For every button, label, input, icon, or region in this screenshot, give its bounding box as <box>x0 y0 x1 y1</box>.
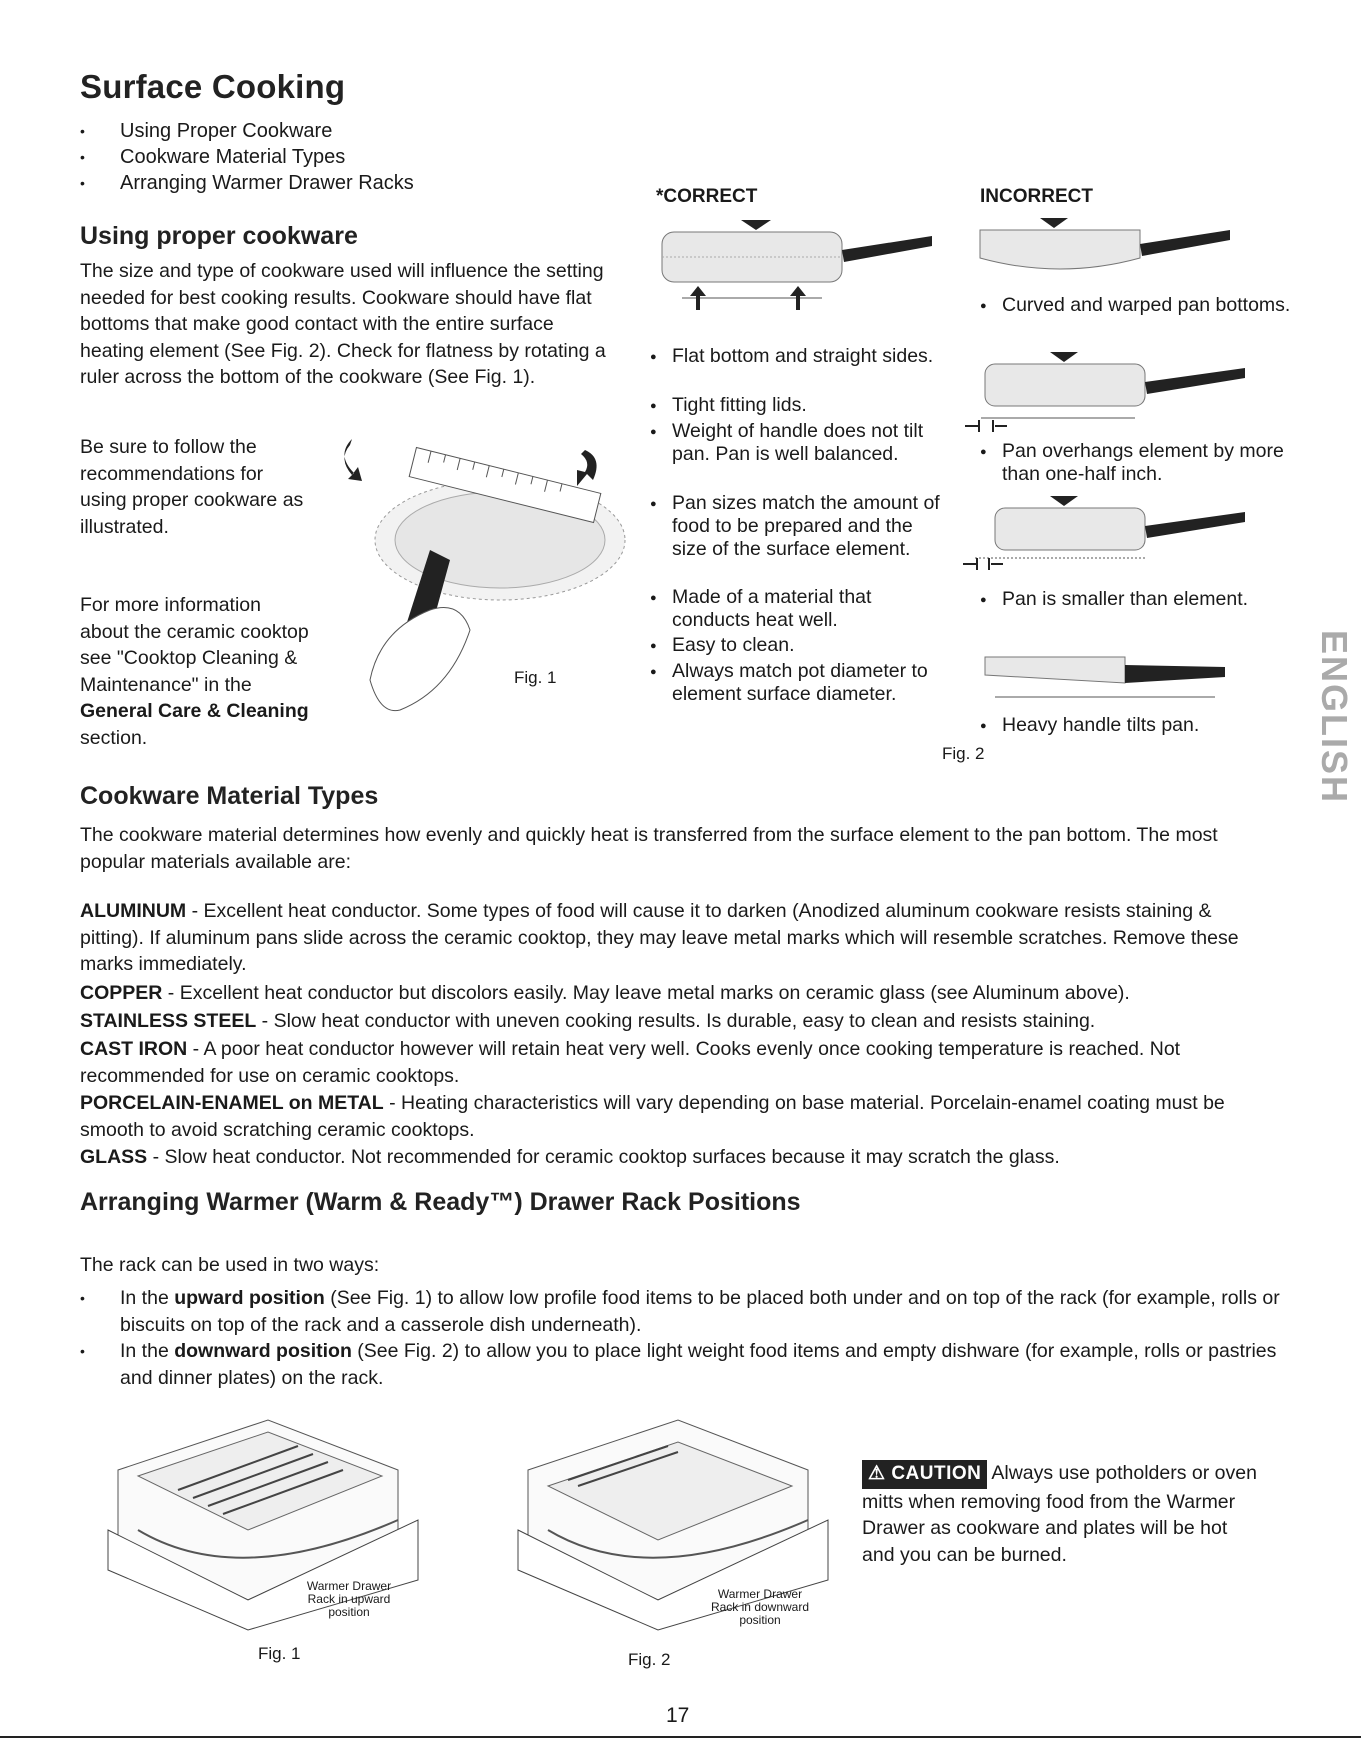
more-info-text: For more information about the ceramic cooktop see "Cooktop Cleaning & Maintenance" in the General Care & Cleaning section. <box>80 594 309 749</box>
page-title: Surface Cooking <box>80 68 346 105</box>
proper-cookware-intro: The size and type of cookware used will influence the setting needed for best cooking results. Cookware should have flat bottoms that make good contact with the entire surface heating element (See Fig. 2). Check for flatness by rotating a ruler across the bottom of the cookware (See Fig. 1). <box>80 260 606 388</box>
material-item: ALUMINUM - Excellent heat conductor. Some types of food will cause it to darken (Anodized aluminum cookware resists staining & pitting). If aluminum pans slide across the ceramic cooktop, they may leave metal marks which will resemble scratches. Remove these marks immediately. <box>80 900 1239 975</box>
fig1-label: Fig. 1 <box>514 668 557 687</box>
drawer-fig1-label: Fig. 1 <box>258 1644 301 1663</box>
correct-item: ● Pan sizes match the amount of food to be prepared and the size of the surface element. <box>650 492 942 561</box>
material-item: STAINLESS STEEL - Slow heat conductor with uneven cooking results. Is durable, easy to clean and resists staining. <box>80 1010 1096 1032</box>
fig2-caption: Warmer Drawer Rack in downward position <box>710 1587 810 1627</box>
correct-pan-illustration <box>656 210 946 310</box>
toc-item: • Using Proper Cookware <box>80 118 414 144</box>
incorrect-item: ● Pan overhangs element by more than one-half inch. <box>980 440 1292 486</box>
incorrect-item: ● Pan is smaller than element. <box>980 588 1262 611</box>
materials-intro: The cookware material determines how evenly and quickly heat is transferred from the surface element to the pan bottom. The most popular materials available are: <box>80 824 1218 873</box>
rack-item: • In the upward position (See Fig. 1) to allow low profile food items to be placed both under and on top of the rack (for example, rolls or biscuits on top of the rack and a casserole dish underneath). <box>80 1285 1310 1338</box>
caution-note: ⚠ CAUTION Always use potholders or oven mitts when removing food from the Warmer Drawer as cookware and plates will be hot and you can be burned. <box>862 1462 1257 1566</box>
fig2-label: Fig. 2 <box>942 744 985 763</box>
racks-intro: The rack can be used in two ways: <box>80 1254 380 1276</box>
incorrect-item: ● Curved and warped pan bottoms. <box>980 294 1292 317</box>
material-item: CAST IRON - A poor heat conductor however will retain heat very well. Cooks evenly once cooking temperature is reached. Not recommended for use on ceramic cooktops. <box>80 1038 1181 1087</box>
correct-item: ● Always match pot diameter to element surface diameter. <box>650 660 952 706</box>
correct-heading: *CORRECT <box>656 186 758 207</box>
incorrect-heading: INCORRECT <box>980 186 1093 207</box>
page-number: 17 <box>666 1704 690 1727</box>
toc-list <box>80 118 414 196</box>
section-heading-proper-cookware: Using proper cookware <box>80 222 358 250</box>
rack-item: • In the downward position (See Fig. 2) to allow you to place light weight food items and empty dishware (for example, rolls or pastries and dinner plates) on the rack. <box>80 1338 1310 1391</box>
fig1-caption: Warmer Drawer Rack in upward position <box>306 1579 392 1619</box>
material-item: GLASS - Slow heat conductor. Not recommended for ceramic cooktop surfaces because it may scratch the glass. <box>80 1146 1060 1168</box>
drawer-fig2-label: Fig. 2 <box>628 1650 671 1669</box>
material-item: COPPER - Excellent heat conductor but discolors easily. May leave metal marks on ceramic glass (see Aluminum above). <box>80 982 1130 1004</box>
correct-item: ● Tight fitting lids. <box>650 394 942 417</box>
ruler-check-illustration <box>330 420 630 730</box>
material-item: PORCELAIN-ENAMEL on METAL - Heating characteristics will vary depending on base material. Porcelain-enamel coating must be smooth to avoid scratching ceramic cooktops. <box>80 1092 1225 1141</box>
overhang-pan-illustration <box>945 346 1265 436</box>
general-care-link: General Care & Cleaning <box>80 700 309 722</box>
follow-recommendations-text: Be sure to follow the recommendations for using proper cookware as illustrated. <box>80 436 304 538</box>
bottom-divider <box>0 1736 1361 1738</box>
toc-item: • Cookware Material Types <box>80 144 414 170</box>
correct-item: ● Weight of handle does not tilt pan. Pan is well balanced. <box>650 420 952 466</box>
section-heading-materials: Cookware Material Types <box>80 782 379 810</box>
language-side-tab: ENGLISH <box>1314 630 1355 805</box>
section-heading-racks: Arranging Warmer (Warm & Ready™) Drawer Rack Positions <box>80 1188 801 1216</box>
incorrect-item: ● Heavy handle tilts pan. <box>980 714 1292 737</box>
warped-pan-illustration <box>975 210 1265 280</box>
correct-item: ● Flat bottom and straight sides. <box>650 345 942 368</box>
correct-item: ● Made of a material that conducts heat well. <box>650 586 942 632</box>
toc-item: • Arranging Warmer Drawer Racks <box>80 170 414 196</box>
small-pan-illustration <box>945 492 1265 572</box>
caution-badge: ⚠ CAUTION <box>862 1460 987 1489</box>
heavy-handle-pan-illustration <box>975 645 1265 705</box>
correct-item: ● Easy to clean. <box>650 634 942 657</box>
